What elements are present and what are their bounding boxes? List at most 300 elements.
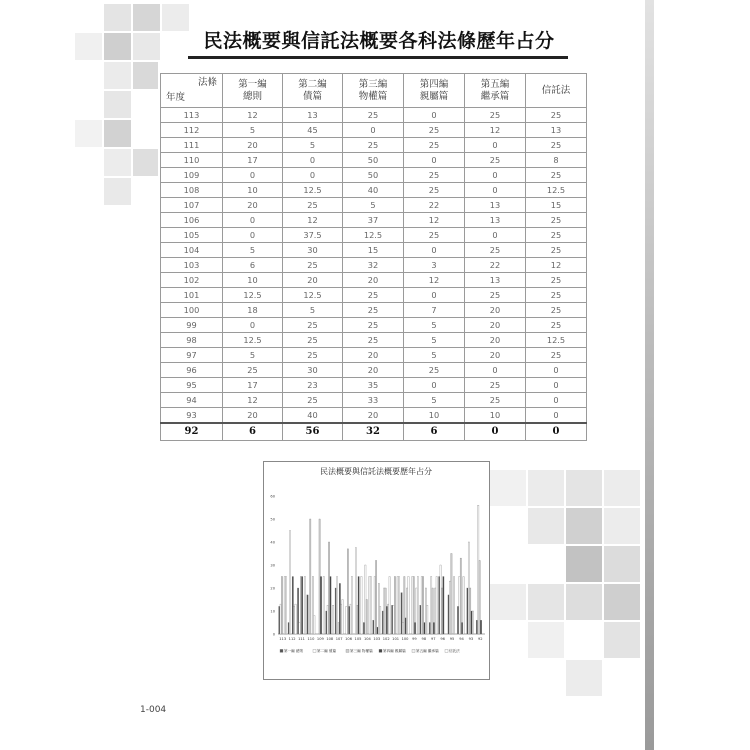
score-cell: 0 xyxy=(223,213,283,228)
score-cell: 20 xyxy=(343,348,404,363)
chart-bar xyxy=(375,560,376,634)
score-cell: 0 xyxy=(465,183,526,198)
year-cell: 94 xyxy=(161,393,223,408)
year-cell: 111 xyxy=(161,138,223,153)
score-cell: 5 xyxy=(343,198,404,213)
table-row xyxy=(161,228,587,243)
year-cell: 95 xyxy=(161,378,223,393)
score-cell: 25 xyxy=(465,243,526,258)
column-header: 第四編 親屬篇 xyxy=(404,74,465,108)
chart-bar xyxy=(468,542,469,634)
chart-bar xyxy=(461,623,462,635)
score-cell: 12.5 xyxy=(283,183,343,198)
chart-bar xyxy=(432,588,433,634)
score-cell: 5 xyxy=(223,243,283,258)
score-cell: 25 xyxy=(343,138,404,153)
year-cell: 104 xyxy=(161,243,223,258)
table-row xyxy=(161,258,587,273)
table-row xyxy=(161,378,587,393)
chart-bar xyxy=(320,577,321,635)
chart-bar xyxy=(295,604,296,634)
score-cell: 6 xyxy=(223,258,283,273)
legend-swatch xyxy=(346,649,349,652)
chart-bar xyxy=(358,577,359,635)
chart-bar xyxy=(281,577,282,635)
chart-bar xyxy=(347,549,348,634)
chart-bar xyxy=(292,577,293,635)
score-cell: 0 xyxy=(404,153,465,168)
y-tick-label: 50 xyxy=(270,517,275,522)
table-row xyxy=(161,213,587,228)
score-cell: 0 xyxy=(223,168,283,183)
score-cell: 12.5 xyxy=(343,228,404,243)
score-cell: 20 xyxy=(465,318,526,333)
score-cell: 25 xyxy=(404,123,465,138)
year-cell: 93 xyxy=(161,408,223,424)
chart-bar xyxy=(408,577,409,635)
legend-swatch xyxy=(280,649,283,652)
table-row xyxy=(161,123,587,138)
score-cell: 12 xyxy=(526,258,587,273)
chart-bar xyxy=(297,588,298,634)
score-cell: 20 xyxy=(223,198,283,213)
year-cell: 106 xyxy=(161,213,223,228)
score-cell: 10 xyxy=(404,408,465,424)
score-cell: 6 xyxy=(404,423,465,441)
score-cell: 0 xyxy=(404,108,465,123)
score-cell: 25 xyxy=(526,213,587,228)
table-row xyxy=(161,183,587,198)
chart-bar xyxy=(472,611,473,634)
chart-bar xyxy=(414,623,415,635)
chart-bar xyxy=(439,577,440,635)
score-cell: 17 xyxy=(223,153,283,168)
x-tick-label: 102 xyxy=(382,637,390,641)
chart-bar xyxy=(312,577,313,635)
chart-bar xyxy=(380,606,381,634)
score-cell: 45 xyxy=(283,123,343,138)
score-cell: 3 xyxy=(404,258,465,273)
score-cell: 25 xyxy=(526,168,587,183)
year-cell: 103 xyxy=(161,258,223,273)
score-cell: 12.5 xyxy=(223,333,283,348)
column-header: 第二編 債篇 xyxy=(283,74,343,108)
score-cell: 37.5 xyxy=(283,228,343,243)
score-cell: 0 xyxy=(465,363,526,378)
chart-bar xyxy=(377,627,378,634)
year-cell: 96 xyxy=(161,363,223,378)
table-row xyxy=(161,408,587,424)
table-row xyxy=(161,243,587,258)
table-row xyxy=(161,108,587,123)
table-row xyxy=(161,288,587,303)
chart-bar xyxy=(293,606,294,634)
score-cell: 0 xyxy=(283,153,343,168)
chart-bar xyxy=(463,577,464,635)
score-cell: 12 xyxy=(404,273,465,288)
chart-bar xyxy=(388,604,389,634)
x-tick-label: 110 xyxy=(307,637,315,641)
score-cell: 13 xyxy=(465,273,526,288)
year-cell: 110 xyxy=(161,153,223,168)
column-header: 信託法 xyxy=(526,74,587,108)
score-table xyxy=(160,73,587,441)
y-tick-label: 40 xyxy=(270,540,275,545)
score-cell: 0 xyxy=(404,378,465,393)
chart-bar xyxy=(299,623,300,635)
score-cell: 32 xyxy=(343,258,404,273)
score-cell: 0 xyxy=(343,123,404,138)
score-cell: 5 xyxy=(404,318,465,333)
chart-bar xyxy=(420,605,421,634)
score-cell: 37 xyxy=(343,213,404,228)
chart-bar xyxy=(289,531,290,635)
table-row xyxy=(161,198,587,213)
chart-bar xyxy=(436,577,437,635)
year-cell: 102 xyxy=(161,273,223,288)
chart-bar xyxy=(417,577,418,635)
chart-bar xyxy=(392,605,393,634)
table-corner-cell xyxy=(161,74,223,108)
score-cell: 20 xyxy=(465,303,526,318)
score-cell: 10 xyxy=(223,183,283,198)
table-row xyxy=(161,333,587,348)
page-title: 民法概要與信託法概要各科法條歷年占分 xyxy=(203,30,555,52)
score-cell: 20 xyxy=(343,363,404,378)
y-tick-label: 10 xyxy=(270,609,275,614)
score-cell: 20 xyxy=(343,408,404,424)
score-cell: 30 xyxy=(283,363,343,378)
chart-bar xyxy=(341,604,342,634)
chart-bar xyxy=(280,604,281,634)
chart-bar xyxy=(326,611,327,634)
chart-bar xyxy=(279,606,280,634)
chart-bar xyxy=(476,620,477,634)
score-cell: 12.5 xyxy=(223,288,283,303)
title-underline xyxy=(188,56,568,59)
chart-bar xyxy=(421,577,422,635)
score-cell: 13 xyxy=(465,213,526,228)
year-cell: 105 xyxy=(161,228,223,243)
year-cell: 99 xyxy=(161,318,223,333)
chart-bar xyxy=(385,588,386,634)
chart-bar xyxy=(478,505,479,634)
score-cell: 25 xyxy=(343,288,404,303)
score-cell: 0 xyxy=(223,318,283,333)
score-cell: 22 xyxy=(465,258,526,273)
chart-bar xyxy=(460,558,461,634)
column-header: 第三編 物權篇 xyxy=(343,74,404,108)
score-cell: 35 xyxy=(343,378,404,393)
score-cell: 5 xyxy=(283,138,343,153)
chart-bar xyxy=(435,588,436,634)
score-cell: 12 xyxy=(223,108,283,123)
x-tick-label: 108 xyxy=(326,637,334,641)
score-cell: 20 xyxy=(465,348,526,363)
column-header: 第五編 繼承篇 xyxy=(465,74,526,108)
chart-bar xyxy=(448,595,449,634)
score-cell: 0 xyxy=(223,228,283,243)
table-row xyxy=(161,273,587,288)
score-cell: 25 xyxy=(283,198,343,213)
x-tick-label: 106 xyxy=(345,637,352,641)
chart-bar xyxy=(302,577,303,635)
chart-bar xyxy=(346,606,347,634)
chart-bar xyxy=(433,623,434,635)
table-row xyxy=(161,348,587,363)
x-tick-label: 97 xyxy=(430,637,436,641)
score-cell: 40 xyxy=(343,183,404,198)
chart-bar xyxy=(330,577,331,635)
score-cell: 25 xyxy=(283,258,343,273)
chart-bar xyxy=(285,577,286,635)
year-cell: 113 xyxy=(161,108,223,123)
chart-bar xyxy=(370,577,371,635)
score-cell: 20 xyxy=(283,273,343,288)
score-cell: 0 xyxy=(465,423,526,441)
x-tick-label: 95 xyxy=(449,637,455,641)
score-cell: 12 xyxy=(283,213,343,228)
column-header: 第一編 總則 xyxy=(223,74,283,108)
score-cell: 15 xyxy=(526,198,587,213)
x-tick-label: 107 xyxy=(335,637,343,641)
chart-bar xyxy=(328,542,329,634)
score-cell: 17 xyxy=(223,378,283,393)
score-cell: 0 xyxy=(526,393,587,408)
score-cell: 50 xyxy=(343,168,404,183)
chart-bar xyxy=(459,577,460,635)
score-cell: 25 xyxy=(465,153,526,168)
chart-bar xyxy=(405,618,406,634)
legend-label: 第一編 總則 xyxy=(284,649,304,653)
page-number: 1-004 xyxy=(140,705,167,715)
chart-bar xyxy=(339,583,340,634)
score-cell: 20 xyxy=(223,408,283,424)
legend-swatch xyxy=(379,649,382,652)
score-cell: 25 xyxy=(404,363,465,378)
score-cell: 5 xyxy=(223,348,283,363)
score-cell: 25 xyxy=(526,138,587,153)
chart-bar xyxy=(440,565,441,634)
corner-label-law: 法條 xyxy=(197,77,217,88)
chart-panel xyxy=(263,461,490,680)
table-row xyxy=(161,168,587,183)
x-tick-label: 92 xyxy=(478,637,483,641)
score-cell: 10 xyxy=(465,408,526,424)
score-cell: 5 xyxy=(283,303,343,318)
score-cell: 25 xyxy=(526,108,587,123)
chart-bar xyxy=(412,577,413,635)
chart-bar xyxy=(431,577,432,635)
score-cell: 12 xyxy=(465,123,526,138)
chart-bar xyxy=(480,620,481,634)
chart-bar xyxy=(327,605,328,634)
score-cell: 25 xyxy=(343,333,404,348)
x-tick-label: 96 xyxy=(440,637,445,641)
table-row xyxy=(161,318,587,333)
chart-bar xyxy=(335,588,336,634)
chart-bar xyxy=(402,623,403,635)
chart-bar xyxy=(319,519,320,634)
chart-bar xyxy=(369,577,370,635)
chart-bar xyxy=(416,588,417,634)
score-cell: 0 xyxy=(465,228,526,243)
year-cell: 109 xyxy=(161,168,223,183)
year-cell: 92 xyxy=(161,423,223,441)
legend-swatch xyxy=(313,649,316,652)
chart-bar xyxy=(413,577,414,635)
chart-bar xyxy=(441,588,442,634)
year-cell: 98 xyxy=(161,333,223,348)
score-cell: 0 xyxy=(526,408,587,424)
x-tick-label: 103 xyxy=(373,637,381,641)
table-row xyxy=(161,138,587,153)
score-cell: 13 xyxy=(526,123,587,138)
score-cell: 20 xyxy=(343,273,404,288)
chart-bar xyxy=(378,583,379,634)
score-cell: 20 xyxy=(223,138,283,153)
year-cell: 100 xyxy=(161,303,223,318)
score-cell: 30 xyxy=(283,243,343,258)
score-cell: 0 xyxy=(404,288,465,303)
score-cell: 25 xyxy=(343,108,404,123)
chart-bar xyxy=(467,588,468,634)
score-cell: 40 xyxy=(283,408,343,424)
chart-bar xyxy=(424,623,425,635)
score-cell: 15 xyxy=(343,243,404,258)
table-row xyxy=(161,393,587,408)
table-row xyxy=(161,153,587,168)
chart-bar xyxy=(427,605,428,634)
score-cell: 12 xyxy=(404,213,465,228)
chart-bar xyxy=(304,577,305,635)
chart-bar xyxy=(457,606,458,634)
x-tick-label: 94 xyxy=(459,637,464,641)
score-cell: 33 xyxy=(343,393,404,408)
x-tick-label: 112 xyxy=(288,637,296,641)
score-cell: 18 xyxy=(223,303,283,318)
x-tick-label: 99 xyxy=(412,637,417,641)
corner-label-year: 年度 xyxy=(166,92,186,103)
score-cell: 25 xyxy=(404,168,465,183)
chart-bar xyxy=(429,623,430,635)
table-row xyxy=(161,303,587,318)
score-cell: 25 xyxy=(283,333,343,348)
legend-swatch xyxy=(412,649,415,652)
score-cell: 25 xyxy=(404,138,465,153)
chart-bar xyxy=(363,623,364,635)
score-cell: 25 xyxy=(526,303,587,318)
legend-label: 信託法 xyxy=(449,649,460,653)
score-cell: 7 xyxy=(404,303,465,318)
score-cell: 25 xyxy=(404,228,465,243)
score-cell: 0 xyxy=(465,138,526,153)
chart-bar xyxy=(470,588,471,634)
chart-bar xyxy=(355,548,356,634)
chart-bar xyxy=(342,600,343,635)
chart-bar xyxy=(374,577,375,635)
chart-bar xyxy=(349,606,350,634)
x-tick-label: 101 xyxy=(392,637,400,641)
score-cell: 12 xyxy=(223,393,283,408)
legend-label: 第四編 親屬篇 xyxy=(383,649,406,653)
score-cell: 25 xyxy=(465,378,526,393)
right-edge-stripe xyxy=(645,0,654,750)
score-cell: 25 xyxy=(223,363,283,378)
score-cell: 0 xyxy=(526,363,587,378)
chart-bar xyxy=(373,620,374,634)
x-tick-label: 109 xyxy=(316,637,324,641)
year-cell: 112 xyxy=(161,123,223,138)
chart-bar xyxy=(398,577,399,635)
chart-bar xyxy=(351,577,352,635)
score-cell: 50 xyxy=(343,153,404,168)
legend-label: 第五編 繼承篇 xyxy=(416,649,439,653)
score-cell: 25 xyxy=(465,393,526,408)
chart-bar xyxy=(393,605,394,634)
chart-bar xyxy=(365,565,366,634)
score-cell: 12.5 xyxy=(526,333,587,348)
score-cell: 23 xyxy=(283,378,343,393)
chart-bar xyxy=(382,611,383,634)
year-cell: 107 xyxy=(161,198,223,213)
chart-bar xyxy=(422,577,423,635)
chart-bar xyxy=(406,588,407,634)
score-cell: 0 xyxy=(465,168,526,183)
chart-bar xyxy=(284,577,285,635)
chart-bar xyxy=(332,605,333,634)
score-cell: 0 xyxy=(526,423,587,441)
score-cell: 10 xyxy=(223,273,283,288)
legend-label: 第二編 債篇 xyxy=(317,649,337,653)
table-row xyxy=(161,363,587,378)
score-cell: 25 xyxy=(526,243,587,258)
chart-bar xyxy=(451,554,452,635)
year-cell: 108 xyxy=(161,183,223,198)
score-cell: 25 xyxy=(526,318,587,333)
y-tick-label: 0 xyxy=(272,632,275,637)
chart-bar xyxy=(323,577,324,635)
chart-bar xyxy=(383,588,384,634)
x-tick-label: 111 xyxy=(298,637,305,641)
chart-bar xyxy=(338,623,339,635)
y-tick-label: 60 xyxy=(270,494,275,499)
year-cell: 101 xyxy=(161,288,223,303)
score-cell: 25 xyxy=(343,318,404,333)
score-cell: 6 xyxy=(223,423,283,441)
chart-bar xyxy=(386,606,387,634)
score-cell: 12.5 xyxy=(526,183,587,198)
score-cell: 25 xyxy=(343,303,404,318)
legend-label: 第三編 物權篇 xyxy=(350,649,373,653)
x-tick-label: 104 xyxy=(363,637,371,641)
score-cell: 25 xyxy=(283,318,343,333)
chart-bar xyxy=(443,577,444,635)
x-tick-label: 98 xyxy=(421,637,427,641)
score-cell: 25 xyxy=(526,273,587,288)
score-cell: 13 xyxy=(465,198,526,213)
score-cell: 25 xyxy=(526,288,587,303)
score-cell: 5 xyxy=(404,333,465,348)
score-cell: 0 xyxy=(283,168,343,183)
x-tick-label: 100 xyxy=(401,637,409,641)
score-cell: 25 xyxy=(465,108,526,123)
score-cell: 20 xyxy=(465,333,526,348)
score-cell: 5 xyxy=(223,123,283,138)
score-cell: 13 xyxy=(283,108,343,123)
chart-bar xyxy=(288,623,289,635)
y-tick-label: 30 xyxy=(270,563,275,568)
